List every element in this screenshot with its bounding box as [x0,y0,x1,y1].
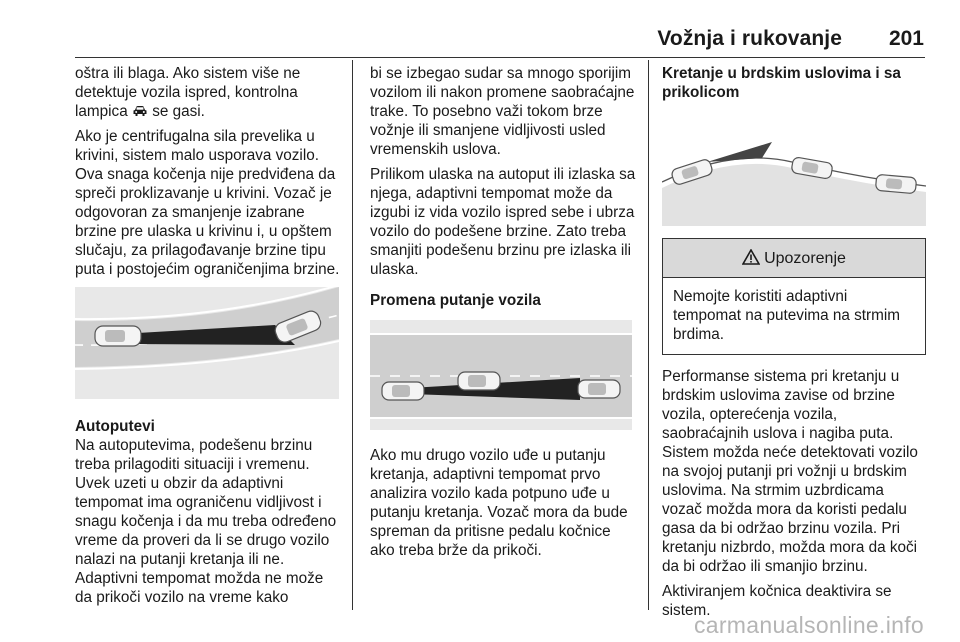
header-rule [75,57,925,58]
paragraph: Ako mu drugo vozilo uđe u putanju kretanja, adaptivni tempomat prvo analizira vozilo kada potpuno uđe u putanju kretanja. Vozač mora da bude spreman da pritisne pedalu kočnice ako treba brže da prikoči. [370,447,628,559]
section-heading: Autoputevi [75,418,155,435]
page-header [0,0,960,60]
warning-icon [742,249,760,268]
section-heading: Promena putanje vozila [370,292,541,309]
hill-road-illustration [662,114,926,226]
section-title: Vožnja i rukovanje [657,27,842,50]
watermark: carmanualsonline.info [693,612,924,638]
paragraph: Performanse sistema pri kretanju u brdskim uslovima zavise od brzine vozila, opterećenja vozila, saobraćajnih uslova i nagiba puta. Sistem možda neće detektovati vozilo na svojoj putanji pri vožnji u brdskim uslovima. Na strmim uzbrdicama vozač možda mora da koristi pedalu gasa da bi održao brzinu vozila. Pri kretanju nizbrdo, možda mora da koči da bi održao ili smanjio brzinu. [662,368,918,575]
warning-box [662,238,926,355]
section-heading: Kretanje u brdskim uslovima i sa prikolicom [662,65,901,101]
lane-change-illustration [370,320,632,430]
warning-text: Nemojte koristiti adaptivni tempomat na putevima na strmim brdima. [673,288,900,343]
page-number: 201 [888,27,924,50]
column-1 [75,64,343,613]
paragraph: Ako je centrifugalna sila prevelika u krivini, sistem malo usporava vozilo. Ova snaga kočenja nije predviđena da spreči proklizavanje u krivini. Vozač je odgovoran za smanjenje izabrane brzine pre ulaska u krivinu i, u opštem slučaju, za prilagođavanje brzine tipu puta i postojećim ograničenjima brzine. [75,128,340,278]
paragraph: Na autoputevima, podešenu brzinu treba prilagoditi situaciji i vremenu. Uvek uzeti u obzir da adaptivni tempomat ima ograničenu vidljivost i snagu kočenja i da mu treba određeno vreme da proveri da li se drugo vozilo nalazi na putanji kretanja ili ne. Adaptivni tempomat možda ne može da prikoči vozilo na vreme kako [75,437,337,606]
paragraph: bi se izbegao sudar sa mnogo sporijim vozilom ili nakon promene saobraćajne trake. To posebno važi tokom brze vožnje ili smanjene vidljivosti usled vremenskih uslova. [370,65,635,158]
column-divider-1 [352,60,353,610]
curve-road-illustration [75,287,339,399]
paragraph: oštra ili blaga. Ako sistem više ne detektuje vozila ispred, kontrolna lampica se gasi. [75,65,301,120]
column-2 [370,64,636,566]
column-3 [662,64,926,626]
paragraph: Aktiviranjem kočnica deaktivira se sistem. [662,583,892,619]
warning-title: Upozorenje [764,249,846,267]
warning-header [663,239,925,278]
car-icon [132,103,148,120]
paragraph: Prilikom ulaska na autoput ili izlaska sa njega, adaptivni tempomat može da izgubi iz vida vozilo ispred sebe i ubrza vozilo do podešene brzine. Zato treba smanjiti podešenu brzinu pre izlaska ili ulaska. [370,166,636,278]
column-divider-2 [648,60,649,610]
